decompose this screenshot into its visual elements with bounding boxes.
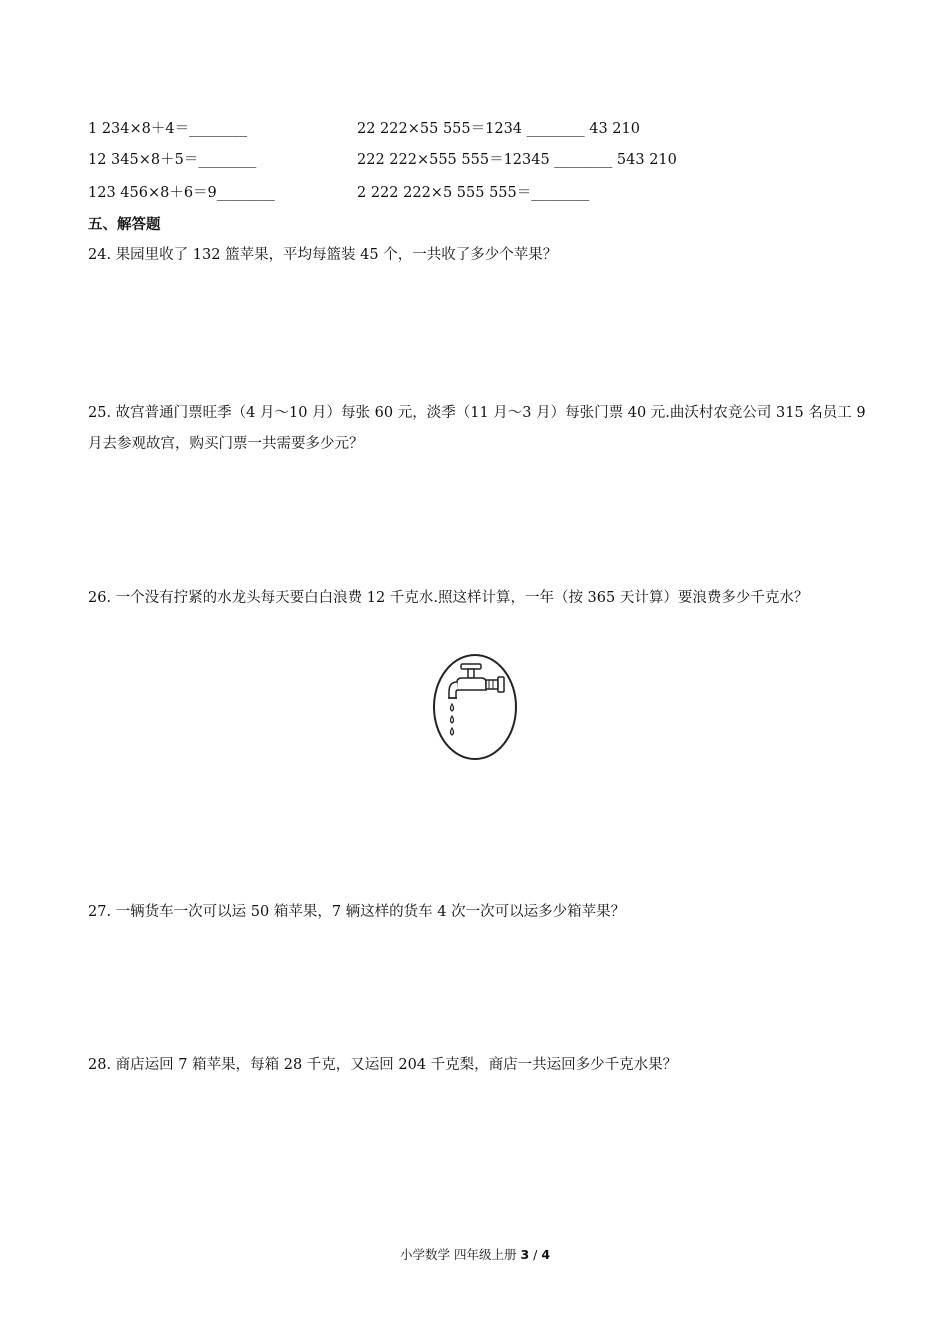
footer-label: 小学数学 四年级上册 [399,1247,517,1262]
page-footer [0,1245,950,1263]
equation-right-2: 222 222×555 555＝12345 ________ 543 210 [357,152,677,168]
question-26: 26. 一个没有拧紧的水龙头每天要白白浪费 12 千克水.照这样计算，一年（按 365 天计算）要浪费多少千克水？ [88,590,809,606]
equation-left-2: 12 345×8＋5＝________ [88,152,257,168]
equation-left-1: 1 234×8＋4＝________ [88,121,248,137]
equation-right-1: 22 222×55 555＝1234 ________ 43 210 [357,121,640,137]
equation-right-3: 2 222 222×5 555 555＝________ [357,185,590,201]
question-28: 28. 商店运回 7 箱苹果，每箱 28 千克，又运回 204 千克梨，商店一共运回多少千克水果？ [88,1057,678,1073]
footer-total-pages: 4 [541,1247,551,1262]
footer-page-number: 3 [520,1247,530,1262]
question-27: 27. 一辆货车一次可以运 50 箱苹果，7 辆这样的货车 4 次一次可以运多少箱苹果？ [88,904,626,920]
footer-separator: / [533,1247,538,1262]
question-25: 25. 故宫普通门票旺季（4 月～10 月）每张 60 元，淡季（11 月～3 月）每张门票 40 元.曲沃村农竞公司 315 名员工 9 月去参观故宫，购买门票一共需要多少元？ [88,405,866,452]
section-heading: 五、解答题 [88,217,161,233]
equation-left-3: 123 456×8＋6＝9________ [88,185,275,201]
dripping-faucet-icon [431,652,519,762]
question-24: 24. 果园里收了 132 篮苹果，平均每篮装 45 个，一共收了多少个苹果？ [88,247,558,263]
